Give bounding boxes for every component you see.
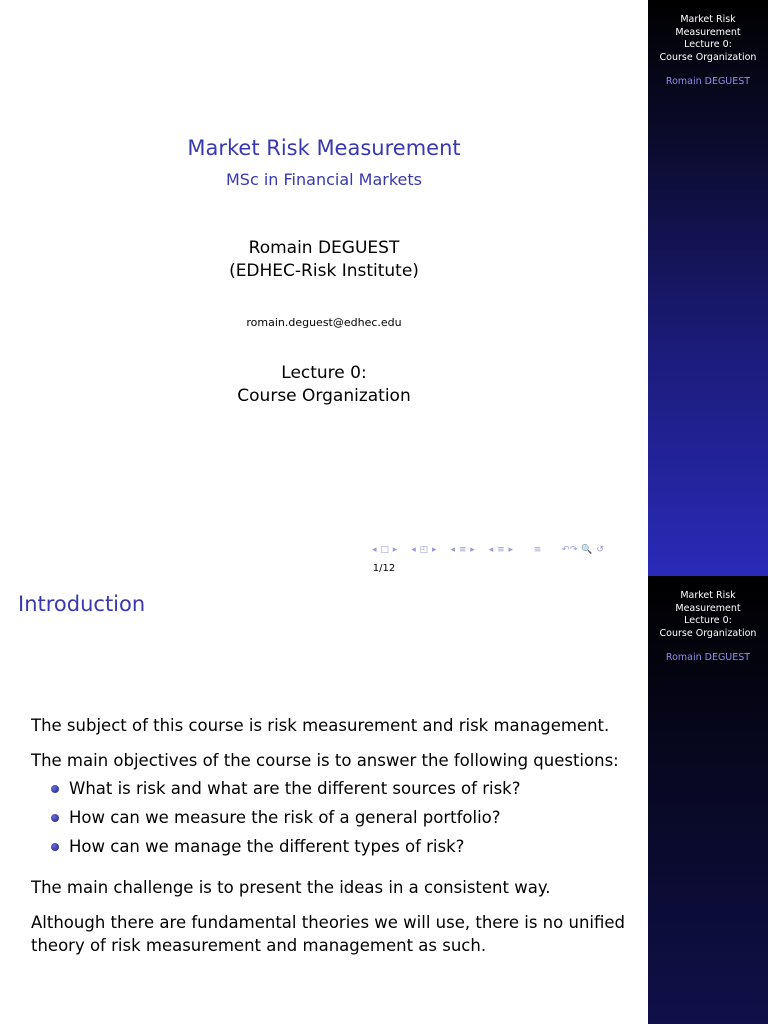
lecture-block (0, 362, 648, 408)
presentation-title: Market Risk Measurement (187, 136, 461, 160)
nav-subsection-icon[interactable]: ◂ ◰ ▸ (411, 545, 437, 555)
sidebar (648, 0, 768, 576)
sidebar-title-line: Course Organization (659, 51, 757, 63)
beamer-navigation-bar (372, 545, 642, 559)
nav-section-icon[interactable]: ◂ ≡ ▸ (450, 545, 476, 555)
sidebar-title-line: Lecture 0: (684, 615, 732, 627)
sidebar-title[interactable] (652, 0, 764, 64)
lecture-title: Course Organization (237, 386, 411, 406)
author-email[interactable]: romain.deguest@edhec.edu (246, 316, 402, 329)
bullet-icon (51, 843, 59, 851)
author-name: Romain DEGUEST (248, 238, 400, 258)
sidebar-title-line: Course Organization (659, 627, 757, 639)
sidebar-title-line: Measurement (675, 26, 741, 38)
sidebar-title[interactable] (652, 576, 764, 640)
sidebar-title-line: Market Risk (680, 14, 736, 25)
bullet-list (31, 777, 631, 858)
sidebar-title-line: Market Risk (680, 590, 736, 601)
title-slide-content (0, 0, 648, 576)
author-block (0, 237, 648, 283)
list-item (31, 835, 631, 858)
nav-frame-icon[interactable]: ◂ □ ▸ (372, 545, 398, 555)
sidebar-title-line: Measurement (675, 602, 741, 614)
list-item (31, 777, 631, 800)
lecture-number: Lecture 0: (281, 363, 367, 383)
paragraph: The main objectives of the course is to answer the following questions: (31, 751, 619, 770)
frame-title: Introduction (18, 592, 146, 616)
nav-appendix-icon[interactable]: ≡ (533, 545, 542, 555)
page-number: 1/12 (372, 563, 396, 574)
slide-body (31, 714, 631, 957)
list-item-text: What is risk and what are the different sources of risk? (69, 779, 521, 798)
introduction-slide (0, 576, 768, 1024)
author-affiliation: (EDHEC-Risk Institute) (229, 261, 419, 281)
bullet-icon (51, 814, 59, 822)
sidebar-author[interactable]: Romain DEGUEST (665, 76, 751, 88)
sidebar-author[interactable]: Romain DEGUEST (665, 652, 751, 664)
paragraph: The subject of this course is risk measurement and risk management. (31, 716, 610, 735)
sidebar-title-line: Lecture 0: (684, 39, 732, 51)
list-item (31, 806, 631, 829)
bullet-icon (51, 785, 59, 793)
paragraph: Although there are fundamental theories we will use, there is no unified theory of risk measurement and management as such. (31, 913, 625, 955)
list-item-text: How can we measure the risk of a general portfolio? (69, 808, 501, 827)
paragraph: The main challenge is to present the ideas in a consistent way. (31, 878, 551, 897)
presentation-subtitle: MSc in Financial Markets (226, 170, 422, 189)
nav-section-icon[interactable]: ◂ ≡ ▸ (488, 545, 514, 555)
list-item-text: How can we manage the different types of risk? (69, 837, 465, 856)
nav-search-icon[interactable]: ↶↷ 🔍 ↺ (561, 545, 605, 555)
sidebar (648, 576, 768, 1024)
